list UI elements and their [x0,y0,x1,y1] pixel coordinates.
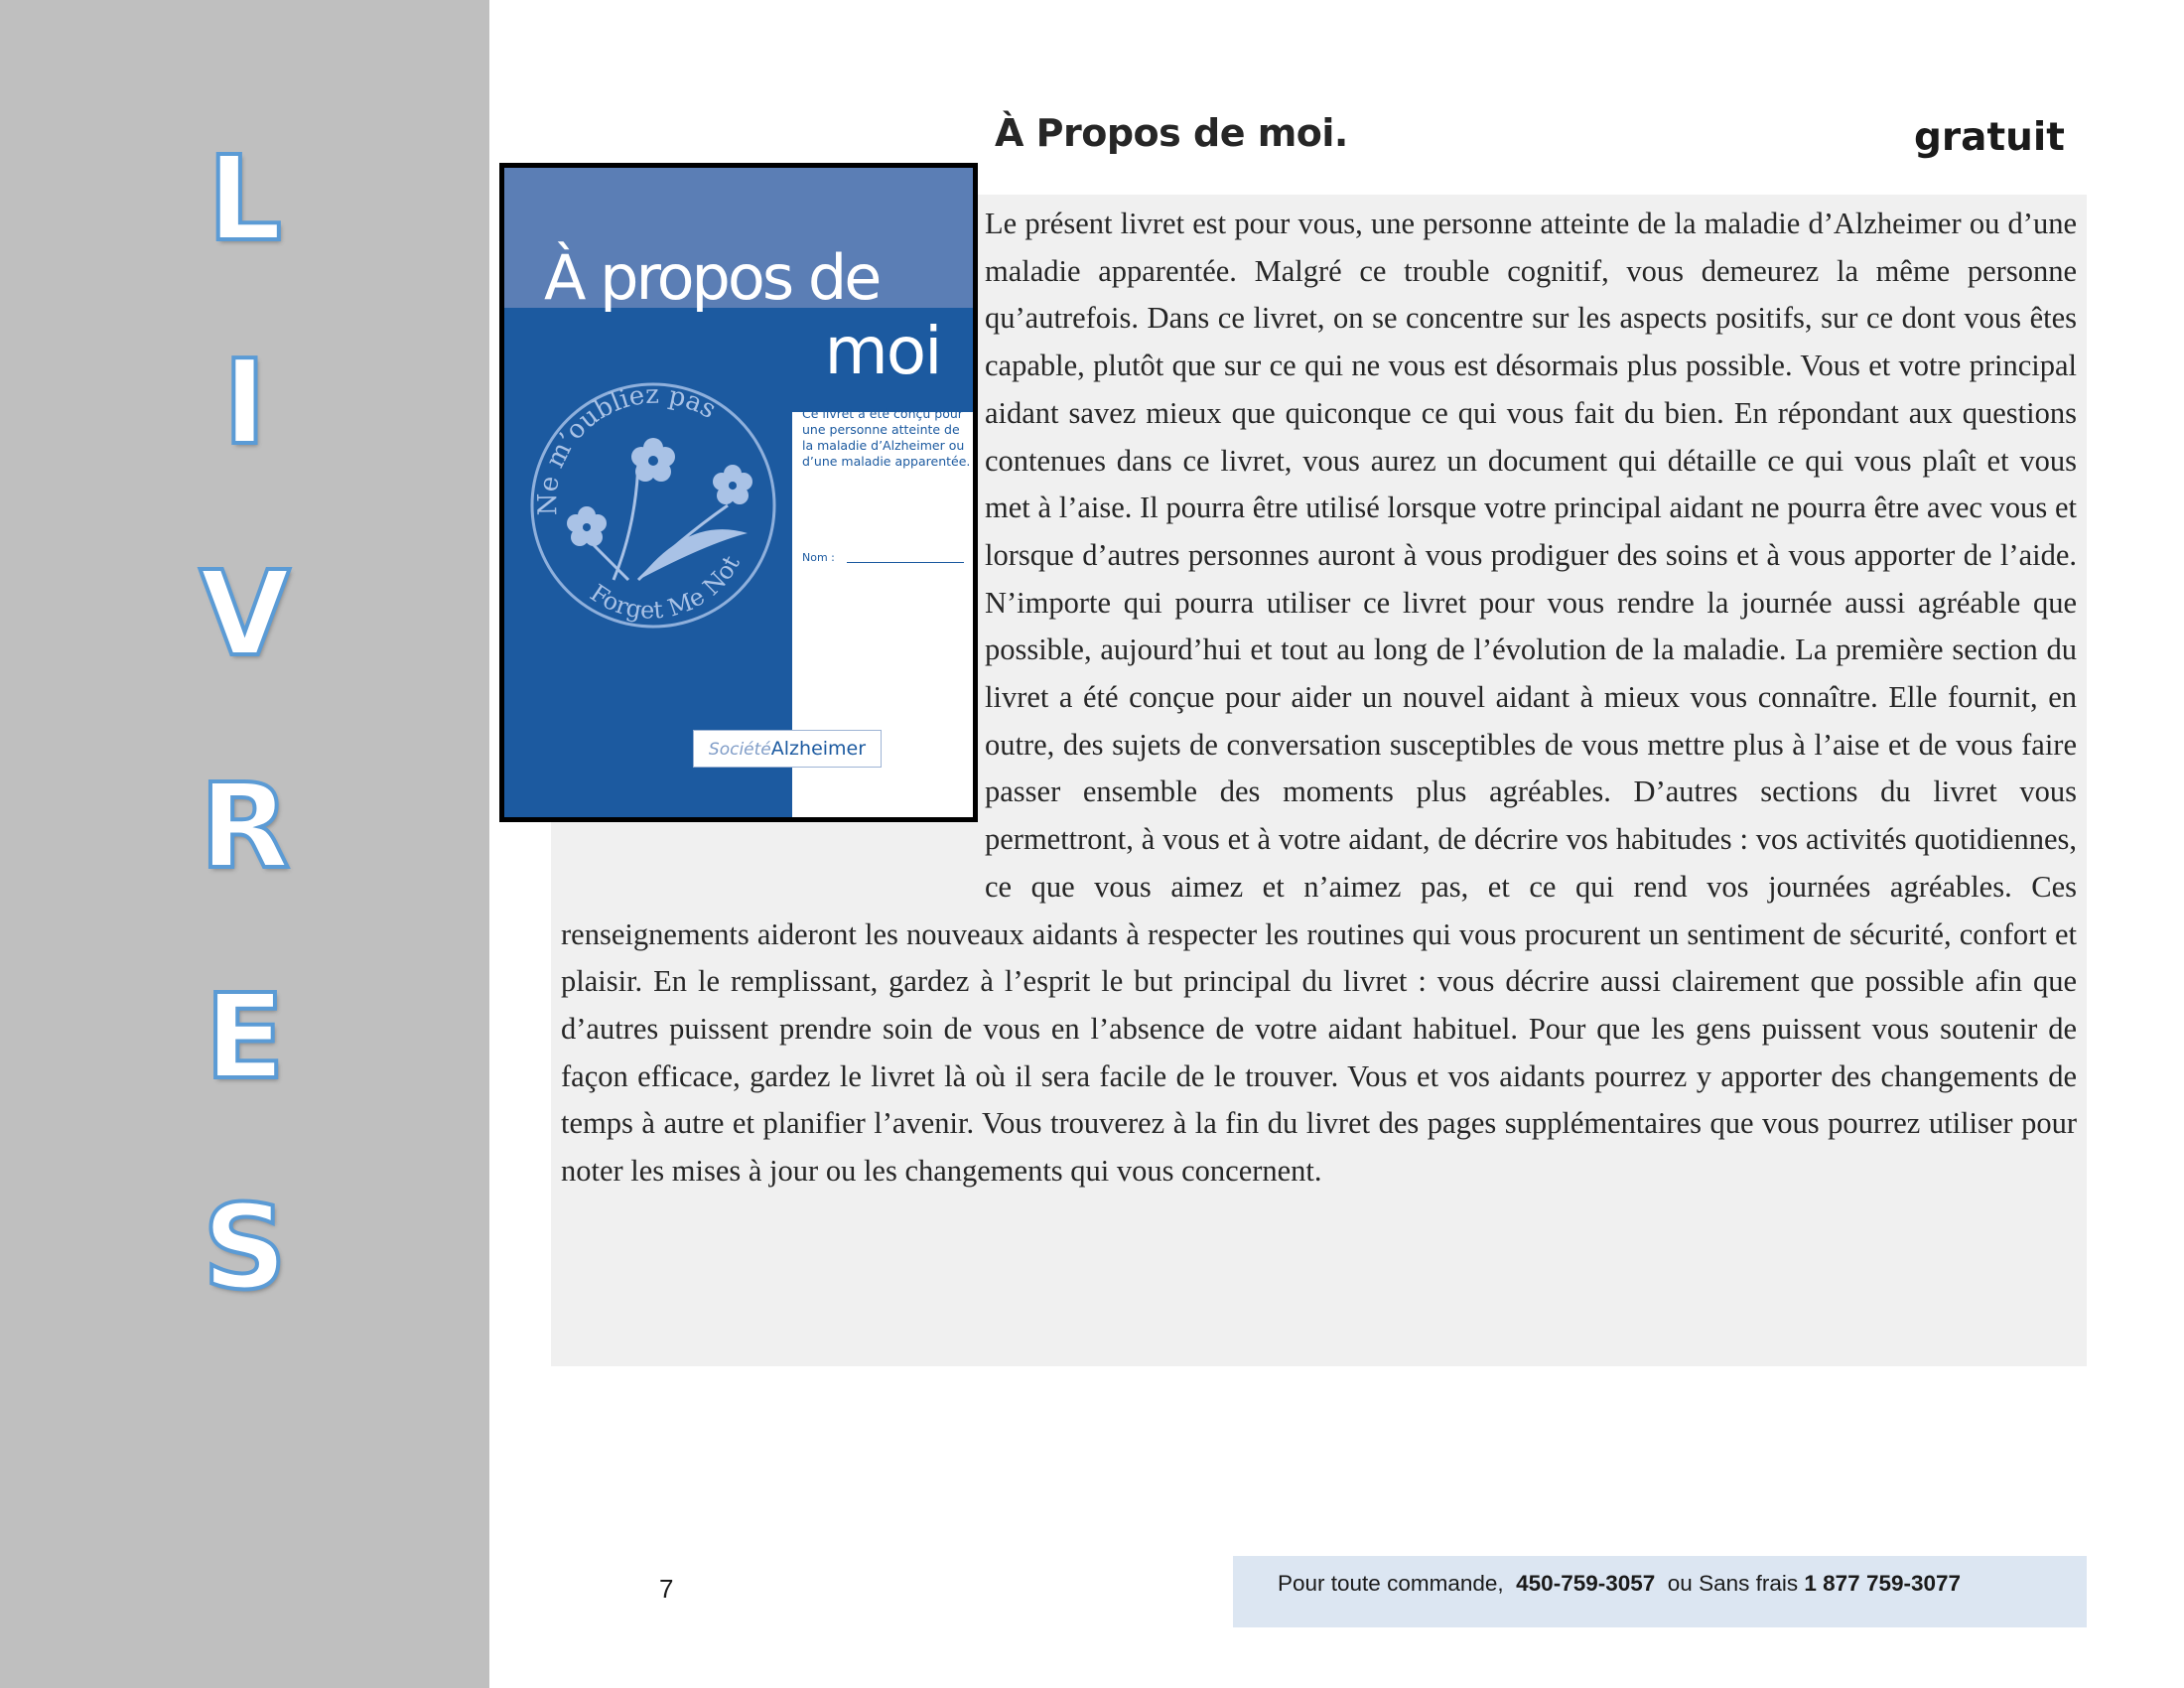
sidebar-letter-v: V [199,545,291,682]
page-title: À Propos de moi. [995,111,1348,155]
sidebar-letter-i: I [222,334,267,471]
order-info-text: Pour toute commande, 450-759-3057 ou Sans frais 1 877 759-3077 [1278,1571,1962,1596]
cover-name-line [847,562,964,563]
cover-title: À propos de [544,241,880,314]
sidebar-letter-e: E [205,968,285,1105]
sidebar-letter-s: S [203,1179,287,1316]
page-number: 7 [659,1574,674,1604]
emblem-top-text: Ne m’oubliez pas [532,379,722,516]
societe-alzheimer-logo: SociétéAlzheimer [693,730,882,768]
description-body: Le présent livret est pour vous, une personne atteinte de la maladie d’Alzheimer ou d’une maladie apparentée. Malgré ce trouble cognitif, vous demeurez la même personne qu’autrefois. Dans ce livret, on se concentre sur les aspects positifs, sur ce dont vous êtes capable, plutôt que sur ce qui ne vous est désormais plus possible. Vous et votre principal aidant savez mieux que quiconque ce qui vous fait du bien. En répondant aux questions contenues dans ce livret, vous aurez un document qui détaille ce qui vous plaît et vous met à l’aise. Il pourra être utilisé lorsque votre principal aidant ne pourra être avec vous et lorsque d’autres personnes auront à vous prodiguer des soins et à vous apporter de l’aide. N’importe qui pourra utiliser ce livret pour vous rendre la journée aussi agréable que possible, aujourd’hui et tout au long de l’évolution de la maladie. La première section du livret a été conçue pour aider un nouvel aidant à mieux vous connaître. Elle fournit, en outre, des sujets de conversation susceptibles de vous mettre plus à l’aise et de vous faire passer ensemble des moments plus agréables. D’autres sections du livret vous permettront, à vous et à votre aidant, de décrire vos habitudes : vos activités quotidiennes, ce que vous aimez et n’aimez pas, et ce qui rend vos journées agréables. Ces renseignements aideront les nouveaux aidants à respecter les routines qui vous procurent un sentiment de sécurité, confort et plaisir. En le remplissant, gardez à l’esprit le but principal du livret : vous décrire aussi clairement que possible afin que d’autres puissent prendre soin de vous en l’absence de votre aidant habituel. Pour que les gens puissent vous soutenir de façon efficace, gardez le livret là où il sera facile de le trouver. Vous et vos aidants pourrez y apporter des changements de temps à autre et planifier l’avenir. Vous trouverez à la fin du livret des pages supplémentaires que vous pourrez utiliser pour noter les mises à jour ou les changements qui vous concernent. [561,207,2077,1189]
sidebar-letter-l: L [206,130,283,267]
order-phone: 450-759-3057 [1516,1571,1656,1596]
cover-name-label: Nom : [802,551,835,564]
sidebar-letter-r: R [200,758,290,895]
tollfree-phone: 1 877 759-3077 [1804,1571,1962,1596]
emblem-bottom-text: Forget Me Not [585,551,746,625]
cover-description: Ce livret a été conçu pour une personne atteinte de la maladie d’Alzheimer ou d’une maladie apparentée. [802,406,971,469]
forget-me-not-emblem-icon [519,366,787,634]
cover-title-2: moi [824,313,941,389]
sidebar [0,0,489,1688]
book-cover-image [499,163,978,822]
price-label: gratuit [1914,115,2065,160]
